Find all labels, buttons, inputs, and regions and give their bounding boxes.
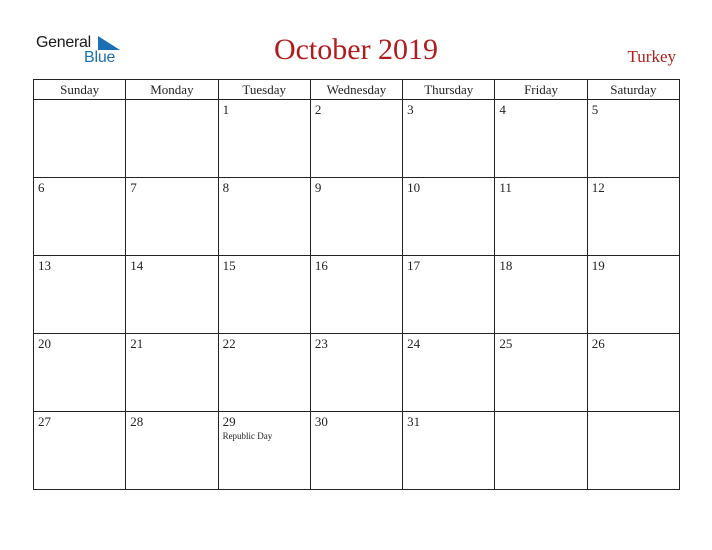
day-cell	[587, 100, 679, 178]
day-cell	[126, 334, 218, 412]
day-cell	[218, 334, 310, 412]
day-cell	[126, 178, 218, 256]
weekday-header: Tuesday	[218, 80, 310, 100]
day-cell	[310, 256, 402, 334]
day-cell	[218, 256, 310, 334]
day-number: 12	[591, 180, 605, 195]
day-number: 26	[591, 336, 605, 351]
day-cell	[34, 412, 126, 490]
empty-day-cell	[34, 100, 126, 178]
weekday-header: Thursday	[403, 80, 495, 100]
day-number: 22	[222, 336, 236, 351]
day-cell	[403, 256, 495, 334]
weekday-header: Friday	[495, 80, 587, 100]
day-cell	[495, 334, 587, 412]
day-number: 7	[130, 180, 137, 195]
day-cell	[587, 334, 679, 412]
day-cell	[587, 256, 679, 334]
day-number: 27	[38, 414, 51, 429]
weekday-header-row	[34, 80, 680, 100]
day-number: 25	[499, 336, 513, 351]
day-cell	[403, 178, 495, 256]
calendar-week-row	[34, 100, 680, 178]
day-number: 28	[130, 414, 144, 429]
day-number: 11	[499, 180, 512, 195]
weekday-header: Saturday	[587, 80, 679, 100]
day-number: 3	[407, 102, 414, 117]
weekday-header: Monday	[126, 80, 218, 100]
day-number: 5	[591, 102, 599, 117]
day-cell	[587, 178, 679, 256]
day-number: 23	[314, 336, 328, 351]
day-number: 21	[130, 336, 144, 351]
day-number: 1	[222, 102, 230, 117]
day-number: 19	[591, 258, 605, 273]
day-cell	[310, 412, 402, 490]
day-cell	[403, 412, 495, 490]
day-cell	[495, 256, 587, 334]
day-cell	[310, 178, 402, 256]
empty-day-cell	[587, 412, 679, 490]
day-number: 9	[314, 180, 322, 195]
calendar-week-row	[34, 412, 680, 490]
day-cell	[34, 178, 126, 256]
logo-text-general: General	[36, 34, 91, 51]
calendar-week-row	[34, 334, 680, 412]
day-number: 15	[222, 258, 236, 273]
holiday-label: Republic Day	[222, 431, 273, 441]
day-cell	[218, 412, 310, 490]
weekday-header: Wednesday	[310, 80, 402, 100]
day-number: 6	[38, 180, 45, 195]
empty-day-cell	[126, 100, 218, 178]
day-number: 20	[38, 336, 51, 351]
empty-day-cell	[495, 412, 587, 490]
day-number: 31	[407, 414, 421, 429]
day-number: 10	[407, 180, 421, 195]
day-number: 8	[222, 180, 230, 195]
weekday-header: Sunday	[34, 80, 126, 100]
day-number: 2	[314, 102, 322, 117]
day-number: 13	[38, 258, 51, 273]
day-cell	[310, 334, 402, 412]
calendar-week-row	[34, 178, 680, 256]
logo-text-blue: Blue	[84, 49, 116, 66]
calendar-grid	[33, 79, 680, 490]
day-number: 17	[407, 258, 421, 273]
day-number: 14	[130, 258, 144, 273]
day-number: 18	[499, 258, 513, 273]
day-cell	[218, 100, 310, 178]
day-number: 24	[407, 336, 421, 351]
day-cell	[310, 100, 402, 178]
day-cell	[126, 256, 218, 334]
day-cell	[34, 256, 126, 334]
calendar-title: October 2019	[273, 33, 439, 66]
day-cell	[126, 412, 218, 490]
day-cell	[495, 178, 587, 256]
day-cell	[34, 334, 126, 412]
country-label: Turkey	[627, 47, 676, 66]
day-cell	[403, 100, 495, 178]
day-number: 29	[222, 414, 236, 429]
day-cell	[495, 100, 587, 178]
day-cell	[218, 178, 310, 256]
day-number: 4	[499, 102, 506, 117]
day-number: 30	[314, 414, 328, 429]
day-cell	[403, 334, 495, 412]
calendar-week-row	[34, 256, 680, 334]
day-number: 16	[314, 258, 328, 273]
